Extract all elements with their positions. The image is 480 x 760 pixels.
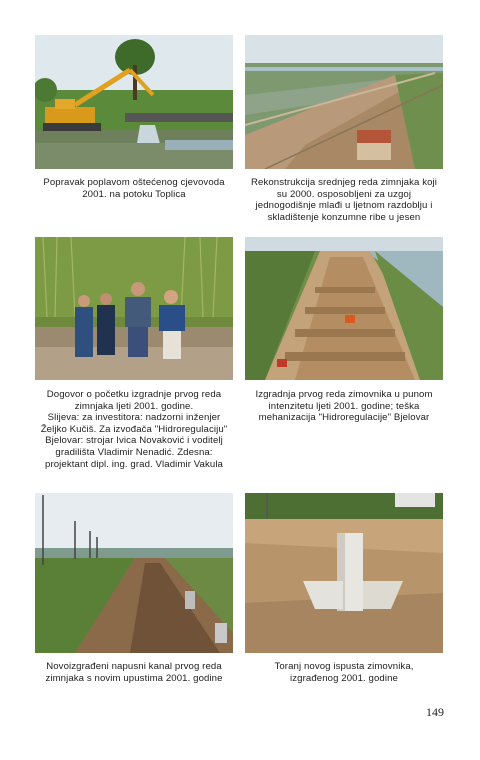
caption-line: jednogodišnje mlađi u ljetnom razdoblju i xyxy=(255,200,433,212)
caption-photo-3 xyxy=(30,389,238,470)
caption-line: Slijeva: za investitora: nadzorni inženjer xyxy=(47,412,221,424)
photo-pipeline-repair xyxy=(35,35,233,169)
caption-line: skladištenje konzumne ribe u jesen xyxy=(267,211,421,223)
caption-line: izgrađenog 2001. godine xyxy=(290,672,398,684)
page-number: 149 xyxy=(426,705,444,719)
caption-line: Bjelovar: strojar Ivica Novaković i voditelj xyxy=(45,435,223,447)
caption-line: mehanizacija "Hidroregulacije" Bjelovar xyxy=(258,412,430,424)
caption-photo-4 xyxy=(240,389,448,424)
caption-line: 2001. na potoku Toplica xyxy=(82,188,186,200)
caption-photo-2 xyxy=(240,177,448,223)
photo-outlet-tower xyxy=(245,493,443,653)
photo-pond-construction-aerial xyxy=(245,237,443,380)
caption-photo-5 xyxy=(30,661,238,684)
photo-four-men xyxy=(35,237,233,380)
caption-photo-1 xyxy=(35,177,233,200)
photo-fish-ponds-aerial xyxy=(245,35,443,169)
caption-line: Dogovor o početku izgradnje prvog reda xyxy=(46,389,222,400)
photo-feeding-canal xyxy=(35,493,233,653)
caption-line: Toranj novog ispusta zimovnika, xyxy=(274,661,414,672)
caption-line: gradilišta Vladimir Nenadić. Zdesna: xyxy=(55,446,213,458)
caption-line: Popravak poplavom oštećenog cjevovoda xyxy=(43,177,225,188)
caption-line: Željko Kučiš. Za izvođača "Hidroregulaciju" xyxy=(40,423,228,435)
caption-line: projektant dipl. ing. grad. Vladimir Vakula xyxy=(45,458,223,470)
caption-line: Izgradnja prvog reda zimovnika u punom xyxy=(255,389,433,400)
caption-line: Novoizgrađeni napusni kanal prvog reda xyxy=(46,661,222,672)
caption-line: zimnjaka ljeti 2001. godine. xyxy=(74,400,194,412)
caption-line: Rekonstrukcija srednjeg reda zimnjaka koji xyxy=(250,177,438,188)
caption-line: su 2000. osposobljeni za uzgoj xyxy=(276,188,412,200)
caption-photo-6 xyxy=(240,661,448,684)
caption-line: intenzitetu ljeti 2001. godine; teška xyxy=(268,400,420,412)
caption-line: zimnjaka s novim upustima 2001. godine xyxy=(45,672,223,684)
